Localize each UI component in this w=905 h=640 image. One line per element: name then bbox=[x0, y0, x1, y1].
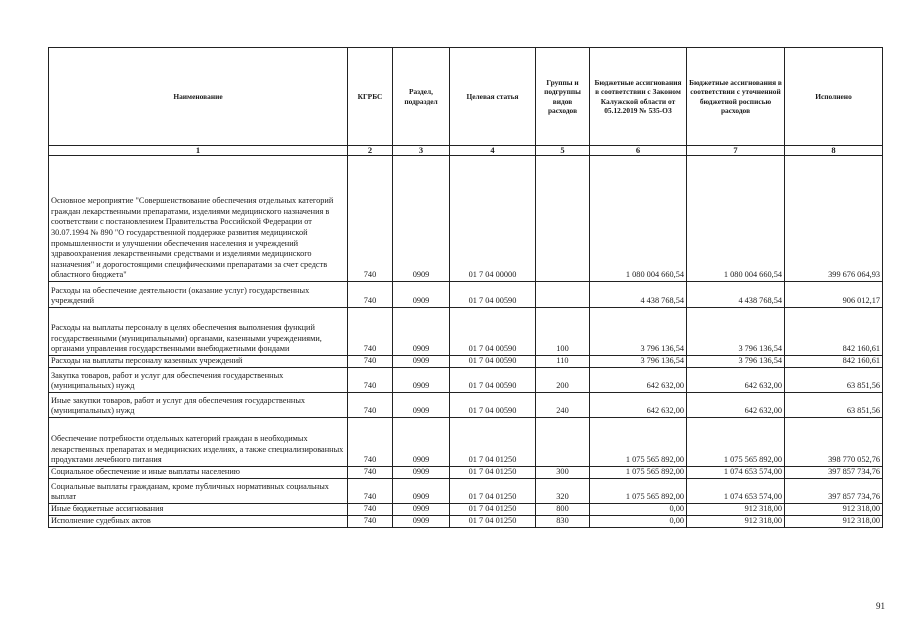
header-row bbox=[49, 48, 883, 146]
row-section: 0909 bbox=[393, 467, 450, 479]
row-target-article: 01 7 04 00590 bbox=[450, 282, 536, 308]
row-law-allocation: 3 796 136,54 bbox=[590, 356, 687, 368]
table-row bbox=[49, 393, 883, 418]
row-executed: 397 857 734,76 bbox=[785, 467, 883, 479]
row-expense-group: 110 bbox=[536, 356, 590, 368]
column-number: 3 bbox=[393, 146, 450, 156]
row-section: 0909 bbox=[393, 368, 450, 393]
header-law-allocations: Бюджетные ассигнования в соответствии с Законом Калужской области от 05.12.2019 № 535-ОЗ bbox=[590, 48, 687, 146]
row-section: 0909 bbox=[393, 418, 450, 467]
row-name: Расходы на выплаты персоналу в целях обеспечения выполнения функций государственными (муниципальными) органами, казенными учреждениями, органами управления государственными внебюджетными фондами bbox=[49, 308, 348, 356]
row-executed: 399 676 064,93 bbox=[785, 156, 883, 282]
row-target-article: 01 7 04 00590 bbox=[450, 368, 536, 393]
row-refined-allocation: 912 318,00 bbox=[687, 516, 785, 528]
row-executed: 63 851,56 bbox=[785, 368, 883, 393]
row-law-allocation: 0,00 bbox=[590, 516, 687, 528]
row-name: Социальные выплаты гражданам, кроме публичных нормативных социальных выплат bbox=[49, 479, 348, 504]
row-name: Иные бюджетные ассигнования bbox=[49, 504, 348, 516]
header-executed: Исполнено bbox=[785, 48, 883, 146]
header-name: Наименование bbox=[49, 48, 348, 146]
row-executed: 912 318,00 bbox=[785, 504, 883, 516]
row-refined-allocation: 3 796 136,54 bbox=[687, 356, 785, 368]
row-kgrbs: 740 bbox=[348, 516, 393, 528]
row-target-article: 01 7 04 01250 bbox=[450, 504, 536, 516]
row-kgrbs: 740 bbox=[348, 504, 393, 516]
row-name: Основное мероприятие "Совершенствование обеспечения отдельных категорий граждан лекарственными препаратами, изделиями медицинского назначения в соответствии с постановлением Правительства Российской Федерации от 30.07.1994 № 890 "О государственной поддержке развития медицинской промышленности и улучшении обеспечения населения и учреждений здравоохранения лекарственными средствами и изделиями медицинского назначения" и дорогостоящими специфическими препаратами за счет средств областного бюджета" bbox=[49, 156, 348, 282]
row-refined-allocation: 1 074 653 574,00 bbox=[687, 467, 785, 479]
row-name: Обеспечение потребности отдельных категорий граждан в необходимых лекарственных препаратах и медицинских изделиях, а также специализированных продуктами лечебного питания bbox=[49, 418, 348, 467]
row-expense-group: 800 bbox=[536, 504, 590, 516]
row-name: Расходы на обеспечение деятельности (оказание услуг) государственных учреждений bbox=[49, 282, 348, 308]
column-number: 7 bbox=[687, 146, 785, 156]
row-kgrbs: 740 bbox=[348, 368, 393, 393]
row-refined-allocation: 4 438 768,54 bbox=[687, 282, 785, 308]
row-target-article: 01 7 04 00590 bbox=[450, 356, 536, 368]
header-expense-group: Группы и подгруппы видов расходов bbox=[536, 48, 590, 146]
row-executed: 398 770 052,76 bbox=[785, 418, 883, 467]
row-target-article: 01 7 04 00590 bbox=[450, 393, 536, 418]
column-number: 1 bbox=[49, 146, 348, 156]
budget-execution-table bbox=[48, 47, 883, 528]
row-law-allocation: 1 075 565 892,00 bbox=[590, 467, 687, 479]
row-law-allocation: 642 632,00 bbox=[590, 393, 687, 418]
table-row bbox=[49, 282, 883, 308]
header-target-article: Целевая статья bbox=[450, 48, 536, 146]
row-refined-allocation: 1 074 653 574,00 bbox=[687, 479, 785, 504]
row-law-allocation: 0,00 bbox=[590, 504, 687, 516]
row-name: Расходы на выплаты персоналу казенных учреждений bbox=[49, 356, 348, 368]
row-expense-group: 100 bbox=[536, 308, 590, 356]
row-name: Исполнение судебных актов bbox=[49, 516, 348, 528]
table-row bbox=[49, 368, 883, 393]
row-section: 0909 bbox=[393, 156, 450, 282]
row-section: 0909 bbox=[393, 282, 450, 308]
row-expense-group bbox=[536, 156, 590, 282]
column-number-row bbox=[49, 146, 883, 156]
row-law-allocation: 1 075 565 892,00 bbox=[590, 479, 687, 504]
table-row bbox=[49, 479, 883, 504]
row-refined-allocation: 1 080 004 660,54 bbox=[687, 156, 785, 282]
header-section: Раздел, подраздел bbox=[393, 48, 450, 146]
column-number: 6 bbox=[590, 146, 687, 156]
row-kgrbs: 740 bbox=[348, 479, 393, 504]
row-law-allocation: 4 438 768,54 bbox=[590, 282, 687, 308]
row-executed: 397 857 734,76 bbox=[785, 479, 883, 504]
row-kgrbs: 740 bbox=[348, 356, 393, 368]
row-target-article: 01 7 04 00590 bbox=[450, 308, 536, 356]
row-target-article: 01 7 04 01250 bbox=[450, 479, 536, 504]
row-kgrbs: 740 bbox=[348, 393, 393, 418]
row-section: 0909 bbox=[393, 356, 450, 368]
row-kgrbs: 740 bbox=[348, 156, 393, 282]
row-expense-group: 200 bbox=[536, 368, 590, 393]
column-number: 8 bbox=[785, 146, 883, 156]
row-section: 0909 bbox=[393, 516, 450, 528]
table-row bbox=[49, 467, 883, 479]
row-executed: 842 160,61 bbox=[785, 356, 883, 368]
row-name: Иные закупки товаров, работ и услуг для обеспечения государственных (муниципальных) нужд bbox=[49, 393, 348, 418]
row-name: Закупка товаров, работ и услуг для обеспечения государственных (муниципальных) нужд bbox=[49, 368, 348, 393]
table-row bbox=[49, 516, 883, 528]
table-row bbox=[49, 504, 883, 516]
row-refined-allocation: 3 796 136,54 bbox=[687, 308, 785, 356]
row-section: 0909 bbox=[393, 393, 450, 418]
row-refined-allocation: 642 632,00 bbox=[687, 368, 785, 393]
row-kgrbs: 740 bbox=[348, 467, 393, 479]
row-expense-group: 830 bbox=[536, 516, 590, 528]
row-refined-allocation: 1 075 565 892,00 bbox=[687, 418, 785, 467]
row-section: 0909 bbox=[393, 479, 450, 504]
row-target-article: 01 7 04 01250 bbox=[450, 516, 536, 528]
row-executed: 842 160,61 bbox=[785, 308, 883, 356]
row-expense-group bbox=[536, 418, 590, 467]
table-row bbox=[49, 418, 883, 467]
row-name: Социальное обеспечение и иные выплаты населению bbox=[49, 467, 348, 479]
row-kgrbs: 740 bbox=[348, 282, 393, 308]
row-executed: 912 318,00 bbox=[785, 516, 883, 528]
table-row bbox=[49, 156, 883, 282]
row-law-allocation: 642 632,00 bbox=[590, 368, 687, 393]
row-law-allocation: 1 080 004 660,54 bbox=[590, 156, 687, 282]
table-row bbox=[49, 356, 883, 368]
row-kgrbs: 740 bbox=[348, 418, 393, 467]
row-target-article: 01 7 04 00000 bbox=[450, 156, 536, 282]
row-section: 0909 bbox=[393, 308, 450, 356]
row-refined-allocation: 642 632,00 bbox=[687, 393, 785, 418]
row-expense-group: 240 bbox=[536, 393, 590, 418]
row-executed: 63 851,56 bbox=[785, 393, 883, 418]
table-row bbox=[49, 308, 883, 356]
row-target-article: 01 7 04 01250 bbox=[450, 467, 536, 479]
column-number: 5 bbox=[536, 146, 590, 156]
row-refined-allocation: 912 318,00 bbox=[687, 504, 785, 516]
row-expense-group: 320 bbox=[536, 479, 590, 504]
row-section: 0909 bbox=[393, 504, 450, 516]
row-law-allocation: 1 075 565 892,00 bbox=[590, 418, 687, 467]
row-kgrbs: 740 bbox=[348, 308, 393, 356]
row-expense-group: 300 bbox=[536, 467, 590, 479]
row-law-allocation: 3 796 136,54 bbox=[590, 308, 687, 356]
page-number: 91 bbox=[876, 601, 885, 611]
column-number: 4 bbox=[450, 146, 536, 156]
row-target-article: 01 7 04 01250 bbox=[450, 418, 536, 467]
row-executed: 906 012,17 bbox=[785, 282, 883, 308]
header-refined-allocations: Бюджетные ассигнования в соответствии с уточненной бюджетной росписью расходов bbox=[687, 48, 785, 146]
column-number: 2 bbox=[348, 146, 393, 156]
header-kgrbs: КГРБС bbox=[348, 48, 393, 146]
row-expense-group bbox=[536, 282, 590, 308]
